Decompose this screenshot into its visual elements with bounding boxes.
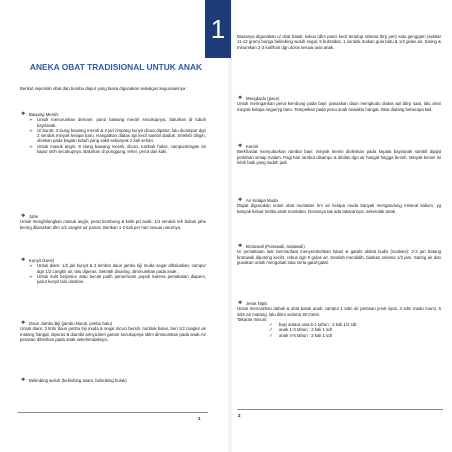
section-heading: ❖ Daun Jambu Biji (jambu klutuk, jambu batu) (20, 321, 113, 326)
arrow-bullet-icon: ➢ (29, 273, 33, 279)
section-text: Untuk menghilangkan masuk angin, perut kembung & kolik pd anak: 1/4 sendok teh bubuk jahe kering dilarutkan dlm 1/2 cangkir air panas. Berikan 1-2 kali per hari sesuai umurnya. (20, 219, 206, 230)
section-text: Untuk mencairkan dahak & obat batuk anak: campur 1 sdm air perasan jeruk nipis, 3 sdm madu murni, 5 sdm air matang, lalu ditim selama 30 menit. (237, 306, 441, 317)
list-item: ➢ Untuk masuk angin: 8 siung bawang merah, dicuci, tumbuk halus, campurdengan air kapur sirih secukupnya. Balurkan di punggung, leher, perut dan kaki. (29, 143, 206, 155)
arrow-bullet-icon: ➢ (29, 143, 33, 149)
section-heading: ❖ Jahe (20, 214, 39, 219)
section-air-kelapa (237, 198, 441, 214)
list-item: ➢ Untuk menurunkan demam: parut bawang merah secukupnya, balurkan di tubuh bayi/anak. (29, 117, 206, 128)
section-heading: ❖ Bawang Merah: (20, 112, 60, 117)
diamond-bullet-icon: ❖ (237, 96, 243, 101)
section-heading: ❖ Jeruk Nipis (237, 301, 268, 306)
arrow-bullet-icon: ➢ (29, 117, 33, 123)
arrow-bullet-icon: ➢ (29, 263, 33, 269)
section-jeruk-nipis (237, 301, 441, 338)
list-item: ✓ bayi antara usia 6-1 tahun : 2 kali 1/2 sdt (269, 322, 357, 328)
diamond-bullet-icon: ❖ (20, 378, 26, 383)
right-page (232, 0, 452, 452)
section-kemiri (237, 144, 441, 165)
belimbing-continued-text: Biasanya digunakan u/ obat batuk: kukus (dlm panci kecil tertutup selama tbrp jam) satu genggam (sekitar 11-12 gram) bunga belimbing wuluh segar, 5 butiradas, 1 sendok makan gula batu & 1/2 gelas air. Saring & minumkan 2-3 kali/hari dgn dosis sesuai usia anak. (237, 34, 441, 50)
diamond-bullet-icon: ❖ (20, 214, 26, 219)
chapter-number-tab: 1 (205, 0, 231, 58)
list-item: ➢ Untuk diare: 1/2 jari kunyit & 3 lembar daun jambu biji muda segar dihaluskan, campur dgn 1/2 cangkir air, lalu diperas. Setelah disaring, diminumkan pada anak . (29, 263, 206, 274)
footer-rule (18, 412, 208, 413)
section-mengkudu (237, 96, 441, 112)
section-belimbing-wuluh (20, 378, 206, 383)
list-item: ➢ U/ borok: 3 siung bawang merah & 2 jari rimpang kunyit dicuci,diparut, lalu dicampur dgn 2 sendok minyak kelapa baru. Hangatkan diatas api kecil sambil diaduk. Setelah dingin, oleskan pada bagian tubuh yang sakit sebanyak 2 kali sehari. (29, 127, 206, 144)
section-heading: ❖ Kunyit (kunir) (20, 258, 55, 263)
diamond-bullet-icon: ❖ (237, 198, 243, 203)
footer-rule (237, 409, 443, 410)
takaran-label: Takaran minum: (237, 316, 268, 322)
section-brotowali (237, 244, 441, 265)
checkmark-icon: ✓ (269, 332, 273, 338)
section-bawang-merah (20, 112, 206, 154)
list-item: ✓ anak 1-3 tahun : 2 kali 1 sdt (269, 327, 332, 333)
section-heading: ❖ Kemiri (237, 144, 259, 149)
diamond-bullet-icon: ❖ (20, 258, 26, 263)
section-text: Untuk diare: 3 lmbr daun jambu biji muda & segar dicuci bersih, tumbuk halus, beri 1/2 cangkir air matang hangat, diperas & diambil airnya.Beri garam secukupnya sblm diminumkan pada anak.Air perasan diberikan pada anak sekehendaknya. (20, 326, 206, 342)
document-title: ANEKA OBAT TRADISIONAL UNTUK ANAK (29, 62, 203, 72)
checkmark-icon: ✓ (269, 322, 273, 328)
list-item: ➢ Untuk kulit berjamur atau becak putih jamur/ruam popok karena pemakaian diapers, parut kunyit lalu oleskan. (29, 273, 206, 285)
section-heading: ❖ Belimbing wuluh (belimbing asam, belimbing buluk) (20, 378, 127, 383)
section-jambu-biji (20, 321, 206, 342)
arrow-bullet-icon: ➢ (29, 127, 33, 133)
section-text: Untuk meringankan perut kembung pada bayi: panaskan daun mengkudu diatas api bbrp saat, lalu olesi minyak kelapa segar/yg baru. Tempelkan pada perut anak sewaktu hangat. Bisa diulang beberapa kali. (237, 101, 441, 112)
diamond-bullet-icon: ❖ (237, 301, 243, 306)
page-number: 1 (198, 416, 201, 421)
diamond-bullet-icon: ❖ (237, 244, 243, 249)
checkmark-icon: ✓ (269, 327, 273, 333)
section-heading: ❖ Air Kelapa Muda (237, 198, 278, 203)
section-text: Dapat digunakan untuk obat muntaber krn air kelapa muda banyak mengandung mineral kalium, yg banyak keluar ketika anak muntaber. Dosisnya tak ada takarannya, sekendak anak. (237, 203, 441, 214)
diamond-bullet-icon: ❖ (237, 144, 243, 149)
section-heading: ❖ Brotowali (Putrawali, andawali) (237, 244, 305, 249)
section-jahe (20, 214, 206, 230)
list-item: ✓ anak 4-5 tahun : 2 kali 1 sdt (269, 332, 332, 338)
section-text: Berkhasiat menyuburkan rambut bayi: minyak kemiri dioleskan pada kepala bayi/anak sambil dipijat perlahan setiap malam. Pagi hari rambut disampo & dibilas dgn air hangat hingga bersih. Minyak kemiri ini lebih baik yang sudah jadi. (237, 149, 441, 165)
section-heading: ❖ Mengkudu (pace) (237, 96, 280, 101)
diamond-bullet-icon: ❖ (20, 112, 26, 117)
page-number: 2 (238, 413, 241, 418)
section-kunyit (20, 258, 206, 284)
diamond-bullet-icon: ❖ (20, 321, 26, 326)
intro-paragraph: Berikut sejumlah obat dan bumbu dapur yang biasa digunakan sekaligus kegunaannya : (20, 86, 188, 91)
section-text: U/ pemakaian luar bermanfaat menyembuhkan luka2 & gatal2 akibat kudis (scabies): 2-3 jari batang brotowali dipotong kecil2, rebus dgn 6 gelas air. Setelah mendidih, biarkan selama 1/2 jam. Saring air dan gunakan untuk mengobati luka serta gatal-gatal. (237, 249, 441, 265)
